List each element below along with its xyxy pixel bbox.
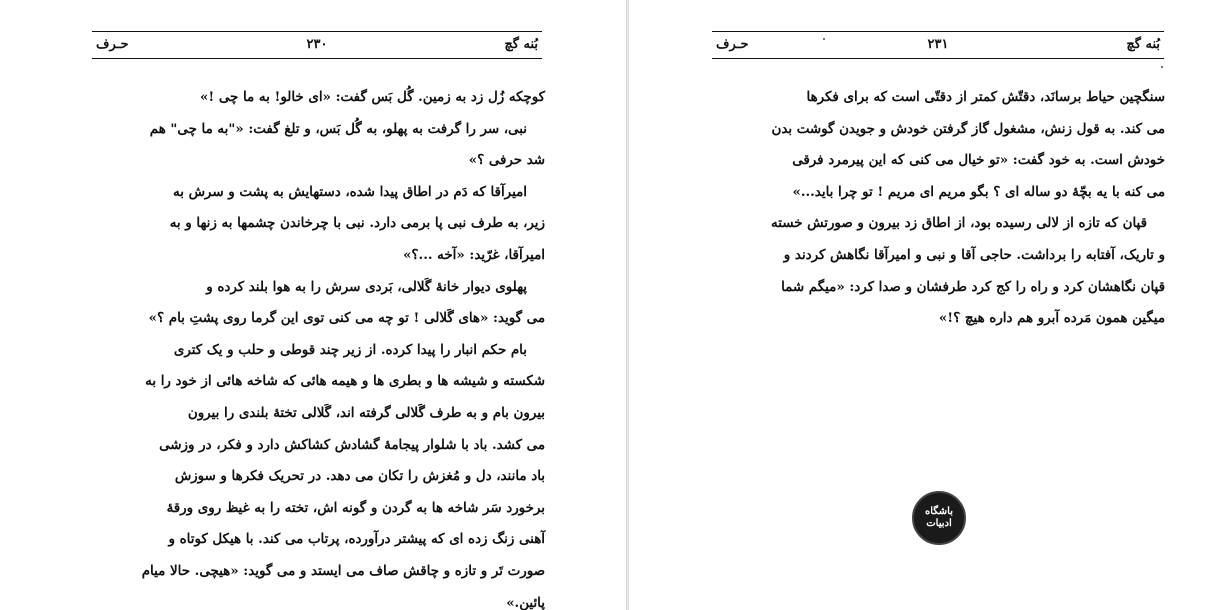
paragraph bbox=[712, 208, 1165, 334]
text-line: نبی، سر را گرفت به پهلو، به گُل بَس، و تلغ گفت: «"به ما چی" هم bbox=[149, 120, 527, 137]
text-line: خودش است. به خود گفت: «تو خیال می کنی که این پیرمرد فرقی bbox=[792, 152, 1165, 169]
paragraph bbox=[712, 82, 1165, 208]
text-line: می گوید: «های گَلالی ! تو چه می کنی توی این گرما روی پشتِ بام ؟» bbox=[148, 310, 545, 327]
text-line: امیرآقا که دَم در اطاق پیدا شده، دستهایش به پشت و سرش به bbox=[173, 183, 527, 200]
scan-speck bbox=[823, 38, 825, 40]
text-line: می کشد. باد با شلوار پیجامهٔ گشادش کشاکش دارد و فکر، در وزشی bbox=[159, 436, 545, 453]
text-line: امیرآقا، غرّید: «آخه ...؟» bbox=[403, 246, 545, 263]
right-page bbox=[630, 0, 1218, 610]
text-line: شکسته و شیشه ها و بطری ها و هیمه هائی که شاخه هائی از خود را به bbox=[145, 373, 545, 390]
text-line: کوچکه زُل زد به زمین. گُل بَس گفت: «ای خالو! به ما چی !» bbox=[199, 89, 545, 105]
paragraph bbox=[93, 82, 545, 114]
text-line: قپان که تازه از لالی رسیده بود، از اطاق زد بیرون و صورتش خسته bbox=[771, 215, 1147, 232]
paragraph bbox=[93, 335, 545, 610]
book-spine-divider bbox=[626, 0, 629, 610]
text-line: و تاریک، آفتابه را برداشت. حاجی آقا و نبی و امیرآقا نگاهش کردند و bbox=[783, 246, 1165, 263]
text-line: باد مانند، دل و مُغزش را تکان می دهد. در تحریک فکرها و سوزش bbox=[174, 468, 545, 485]
page-body bbox=[712, 82, 1165, 335]
page-number: ۲۳۰ bbox=[306, 37, 328, 52]
text-line: آهنی زنگ زده ای که پیشتر درآورده، پرتاب می کند. با هیکل کوتاه و bbox=[168, 531, 545, 548]
text-line: سنگچین حیاط برسانَد، دقتّش کمتر از دقتّی است که برای فکرها bbox=[806, 89, 1165, 105]
page-header bbox=[712, 31, 1164, 59]
text-line: صورت تَر و تازه و چاقش صاف می ایستد و می گوید: «هیچی. حالا میام bbox=[141, 562, 545, 579]
text-line: شد حرفی ؟» bbox=[468, 152, 545, 169]
section-title: حـرف bbox=[96, 37, 129, 52]
scan-speck bbox=[1161, 66, 1163, 68]
page-body bbox=[93, 82, 545, 610]
library-logo bbox=[912, 491, 966, 545]
text-line: می کند. به قول زنش، مشغول گاز گرفتن خودش و جویدن گوشت بدن bbox=[771, 120, 1165, 137]
text-line: پائین.» bbox=[506, 594, 545, 610]
paragraph bbox=[93, 177, 545, 272]
page-header bbox=[92, 31, 542, 59]
book-title: بُنه گچ bbox=[504, 37, 538, 52]
text-line: بیرون بام و به طرف گَلالی گرفته اند، گَلالی تختهٔ بلندی را بیرون bbox=[187, 404, 545, 421]
text-line: بام حکم انبار را پیدا کرده. از زیر چند قوطی و حلب و یک کتری bbox=[173, 341, 527, 358]
logo-text-line: باشگاه bbox=[924, 506, 954, 517]
paragraph bbox=[93, 272, 545, 335]
text-line: زیر، به طرف نبی پا برمی دارد. نبی با چرخاندن چشمها به زنها و به bbox=[169, 215, 545, 232]
text-line: قپان نگاهشان کرد و راه را کج کرد طرفشان و صدا کرد: «میگم شما bbox=[781, 278, 1165, 295]
text-line: برخورد سَر شاخه ها به گردن و گونه اش، تخته را به غیظ روی ورقهٔ bbox=[166, 499, 545, 516]
logo-text-line: ادبیات bbox=[926, 518, 952, 529]
section-title: حـرف bbox=[716, 37, 749, 52]
text-line: میگین همون مَرده آبرو هم داره هیچ ؟!» bbox=[938, 310, 1165, 327]
paragraph bbox=[93, 114, 545, 177]
text-line: می کنه با یه بچّهٔ دو ساله ای ؟ بگو مریم ای مریم ! تو چرا باید...» bbox=[792, 183, 1165, 200]
text-line: پهلوی دیوار خانهٔ گَلالی، بَردی سرش را به هوا بلند کرده و bbox=[206, 278, 527, 295]
page-number: ۲۳۱ bbox=[927, 37, 949, 52]
book-title: بُنه گچ bbox=[1126, 37, 1160, 52]
